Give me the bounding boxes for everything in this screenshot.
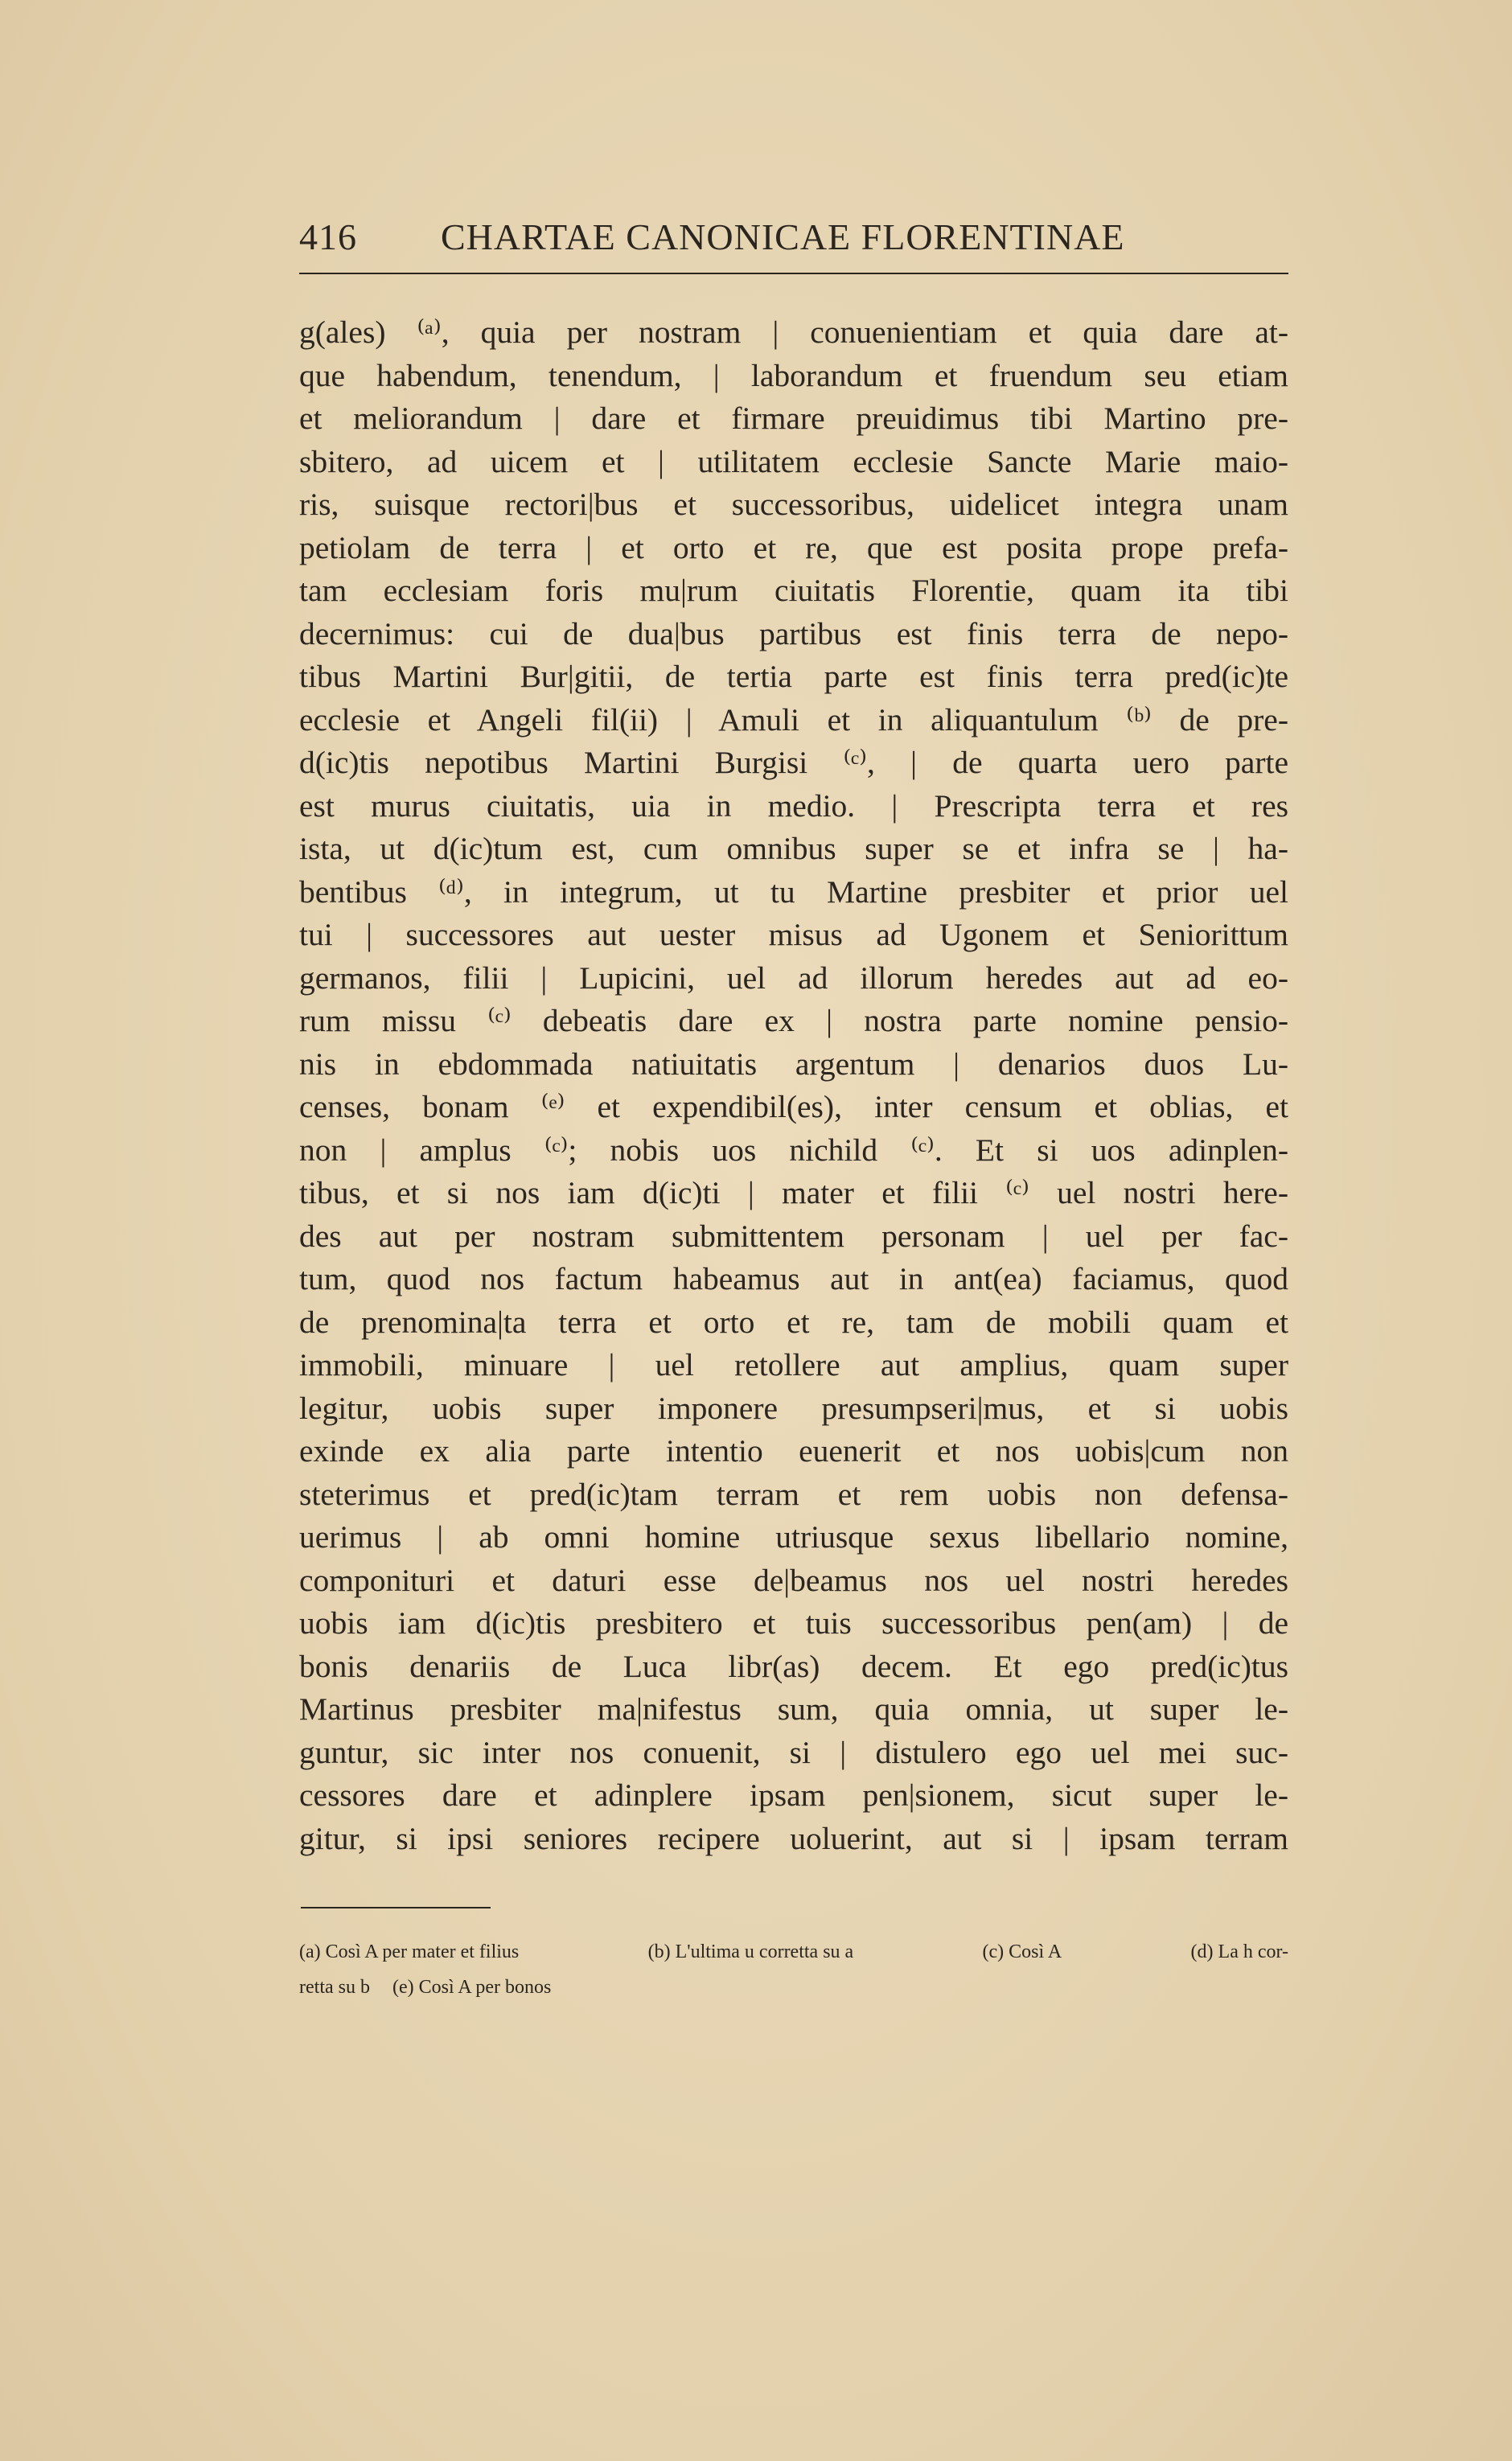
text-line: des aut per nostram submittentem personam | uel per fac- [299,1218,1288,1254]
text-line: legitur, uobis super imponere presumpseri|mus, et si uobis [299,1390,1288,1426]
text-line: sbitero, ad uicem et | utilitatem ecclesie Sancte Marie maio- [299,443,1288,479]
text-line: censes, bonam ⁽ᵉ⁾ et expendibil(es), inter censum et oblias, et [299,1089,1288,1124]
footnote-line [299,1970,1288,2005]
footnote-e: (e) Così A per bonos [392,1977,552,1998]
text-line: tui | successores aut uester misus ad Ugonem et Seniorittum [299,917,1288,952]
text-line: rum missu ⁽ᶜ⁾ debeatis dare ex | nostra parte nomine pensio- [299,1003,1288,1038]
running-title: CHARTAE CANONICAE FLORENTINAE [441,216,1125,257]
text-line: guntur, sic inter nos conuenit, si | distulero ego uel mei suc- [299,1734,1288,1770]
text-line: Martinus presbiter ma|nifestus sum, quia omnia, ut super le- [299,1691,1288,1727]
footnote-b: (b) L'ultima u corretta su a [647,1941,854,1962]
text-line: tibus, et si nos iam d(ic)ti | mater et filii ⁽ᶜ⁾ uel nostri here- [299,1175,1288,1210]
text-line: non | amplus ⁽ᶜ⁾; nobis uos nichild ⁽ᶜ⁾. Et si uos adinplen- [299,1132,1288,1168]
text-line: uobis iam d(ic)tis presbitero et tuis successoribus pen(am) | de [299,1605,1288,1641]
page-number: 416 [299,216,357,257]
text-line: immobili, minuare | uel retollere aut amplius, quam super [299,1347,1288,1383]
text-line: exinde ex alia parte intentio euenerit et nos uobis|cum non [299,1433,1288,1469]
footnotes [299,1934,1288,2005]
text-line: g(ales) ⁽ᵃ⁾, quia per nostram | conuenientiam et quia dare at- [299,314,1288,350]
text-line: ecclesie et Angeli fil(ii) | Amuli et in aliquantulum ⁽ᵇ⁾ de pre- [299,701,1288,737]
text-line: que habendum, tenendum, | laborandum et fruendum seu etiam [299,357,1288,393]
footnote-rule [301,1907,491,1908]
text-line: est murus ciuitatis, uia in medio. | Prescripta terra et res [299,787,1288,824]
text-line: tibus Martini Bur|gitii, de tertia parte est finis terra pred(ic)te [299,659,1288,694]
text-line: de prenomina|ta terra et orto et re, tam de mobili quam et [299,1304,1288,1340]
text-line: et meliorandum | dare et firmare preuidimus tibi Martino pre- [299,401,1288,436]
text-line: nis in ebdommada natiuitatis argentum | denarios duos Lu- [299,1046,1288,1082]
text-line: tam ecclesiam foris mu|rum ciuitatis Florentie, quam ita tibi [299,573,1288,608]
header-rule [299,273,1288,274]
text-line: ista, ut d(ic)tum est, cum omnibus super se et infra se | ha- [299,831,1288,866]
footnote-line [299,1934,1288,1970]
footnote-d-cont: retta su b [299,1977,370,1998]
text-line: tum, quod nos factum habeamus aut in ant(ea) faciamus, quod [299,1261,1288,1296]
footnote-d: (d) La h cor- [1190,1941,1288,1962]
page-header [299,216,1288,280]
text-line: bonis denariis de Luca libr(as) decem. Et ego pred(ic)tus [299,1648,1288,1684]
text-line: petiolam de terra | et orto et re, que est posita prope prefa- [299,529,1288,565]
text-line: cessores dare et adinplere ipsam pen|sionem, sicut super le- [299,1777,1288,1813]
text-line: componituri et daturi esse de|beamus nos uel nostri heredes [299,1562,1288,1598]
text-line: ris, suisque rectori|bus et successoribus, uidelicet integra unam [299,487,1288,522]
text-line: decernimus: cui de dua|bus partibus est finis terra de nepo- [299,615,1288,651]
text-line: germanos, filii | Lupicini, uel ad illorum heredes aut ad eo- [299,959,1288,996]
text-line: uerimus | ab omni homine utriusque sexus libellario nomine, [299,1519,1288,1555]
footnote-c: (c) Così A [982,1941,1062,1962]
text-line: d(ic)tis nepotibus Martini Burgisi ⁽ᶜ⁾, | de quarta uero parte [299,745,1288,780]
text-line: bentibus ⁽ᵈ⁾, in integrum, ut tu Martine presbiter et prior uel [299,873,1288,910]
footnote-a: (a) Così A per mater et filius [299,1941,520,1962]
text-line: steterimus et pred(ic)tam terram et rem uobis non defensa- [299,1476,1288,1512]
text-line: gitur, si ipsi seniores recipere uoluerint, aut si | ipsam terram [299,1820,1288,1856]
charter-text [299,311,1288,1860]
